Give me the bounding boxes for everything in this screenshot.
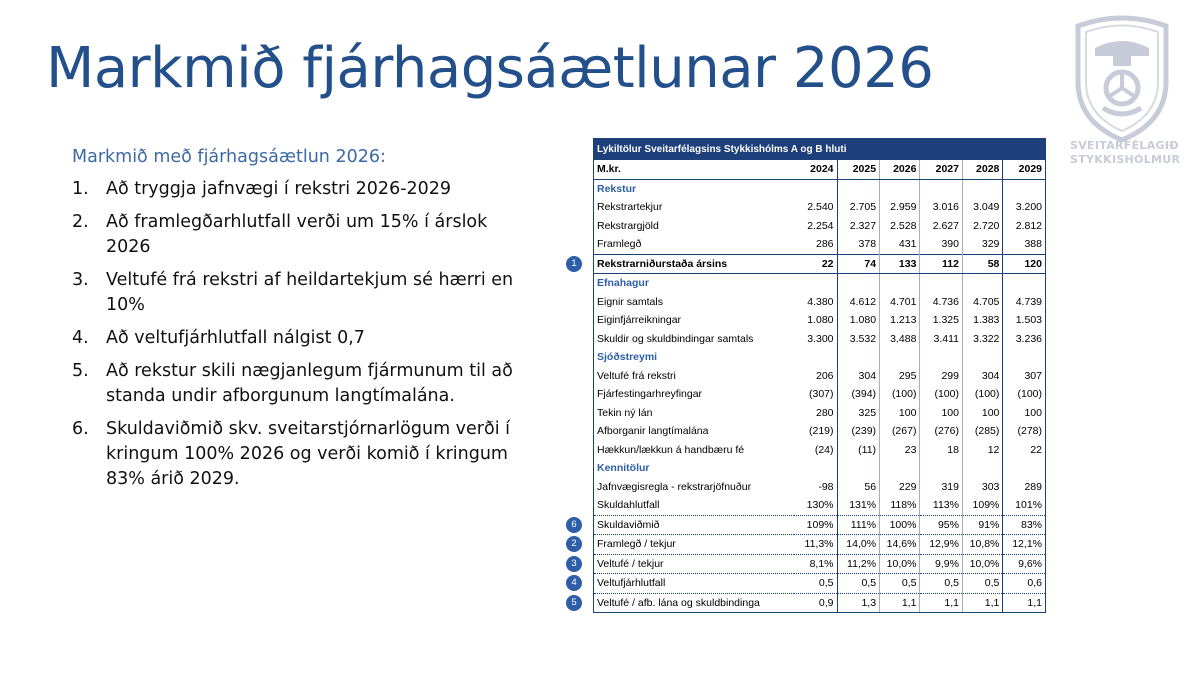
value-cell <box>880 459 920 478</box>
value-cell: 95% <box>920 515 963 535</box>
row-number-marker: 6 <box>566 517 582 533</box>
value-cell: 2.528 <box>880 217 920 236</box>
value-cell: 0,6 <box>1003 574 1046 594</box>
goals-heading: Markmið með fjárhagsáætlun 2026: <box>72 147 386 167</box>
table-row <box>594 254 1046 274</box>
value-cell: 325 <box>837 404 880 423</box>
value-cell: 4.736 <box>920 293 963 312</box>
value-cell: 100% <box>880 515 920 535</box>
value-cell: 3.200 <box>1003 198 1046 217</box>
value-cell: 1,1 <box>920 593 963 613</box>
value-cell: 22 <box>794 254 837 274</box>
value-cell <box>837 179 880 198</box>
value-cell: 2.959 <box>880 198 920 217</box>
goal-text: Skuldaviðmið skv. sveitarstjórnarlögum verði í kringum 100% 2026 og verði komið í kringum 83% árið 2029. <box>106 419 510 489</box>
value-cell: 11,3% <box>794 535 837 555</box>
value-cell: 109% <box>962 496 1002 515</box>
table-row <box>594 385 1046 404</box>
value-cell: 131% <box>837 496 880 515</box>
table-row <box>594 311 1046 330</box>
value-cell: 83% <box>1003 515 1046 535</box>
value-cell: 12,9% <box>920 535 963 555</box>
row-label: Eignir samtals <box>594 293 795 312</box>
row-label: Afborganir langtímalána <box>594 422 795 441</box>
section-label: Sjóðstreymi <box>594 348 795 367</box>
row-label: Rekstrartekjur <box>594 198 795 217</box>
value-cell: 23 <box>880 441 920 460</box>
table-section-row <box>594 274 1046 293</box>
value-cell: 0,5 <box>962 574 1002 594</box>
logo-text <box>1070 139 1181 167</box>
value-cell: 329 <box>962 235 1002 254</box>
table-row <box>594 478 1046 497</box>
value-cell: -98 <box>818 480 834 493</box>
value-cell: 100 <box>962 404 1002 423</box>
value-cell: 9,6% <box>1003 554 1046 574</box>
value-cell: 3.016 <box>920 198 963 217</box>
value-cell: 3.322 <box>962 330 1002 349</box>
value-cell: 4.380 <box>807 295 834 308</box>
value-cell: 2.705 <box>837 198 880 217</box>
value-cell: 112 <box>920 254 963 274</box>
goal-item <box>72 210 532 260</box>
goal-number: 3. <box>72 270 89 290</box>
value-cell: 3.488 <box>880 330 920 349</box>
value-cell: 56 <box>837 478 880 497</box>
value-cell <box>880 179 920 198</box>
value-cell: 74 <box>837 254 880 274</box>
value-cell: (394) <box>837 385 880 404</box>
shield-emblem-icon <box>1073 12 1171 142</box>
value-cell: 388 <box>1003 235 1046 254</box>
table-row <box>594 515 1046 535</box>
row-label: Skuldir og skuldbindingar samtals <box>594 330 795 349</box>
row-label: Veltufjárhlutfall <box>594 574 795 594</box>
row-label: Framlegð <box>594 235 795 254</box>
value-cell: 206 <box>815 369 834 382</box>
value-cell: 14,6% <box>880 535 920 555</box>
value-cell: 109% <box>794 515 837 535</box>
table-row <box>594 593 1046 613</box>
value-cell <box>1003 348 1046 367</box>
value-cell: 1.080 <box>807 314 834 327</box>
value-cell: 1.080 <box>837 311 880 330</box>
value-cell <box>837 348 880 367</box>
table-row <box>594 293 1046 312</box>
row-number-marker: 3 <box>566 556 582 572</box>
value-cell <box>794 459 837 478</box>
table-row <box>594 441 1046 460</box>
header-year: 2025 <box>837 160 880 180</box>
value-cell: 0,9 <box>794 593 837 613</box>
value-cell: 100 <box>1003 404 1046 423</box>
value-cell: 4.612 <box>837 293 880 312</box>
row-label: Hækkun/lækkun á handbæru fé <box>594 441 795 460</box>
row-label: Fjárfestingarhreyfingar <box>594 385 795 404</box>
table-row <box>594 217 1046 236</box>
logo-line-2: STYKKISHÓLMUR <box>1070 153 1181 166</box>
value-cell: 22 <box>1003 441 1046 460</box>
value-cell <box>962 459 1002 478</box>
value-cell <box>962 179 1002 198</box>
value-cell: 1.383 <box>962 311 1002 330</box>
value-cell: 14,0% <box>837 535 880 555</box>
value-cell <box>794 179 837 198</box>
goal-item <box>72 359 532 409</box>
value-cell: 2.540 <box>807 201 834 214</box>
value-cell: 120 <box>1003 254 1046 274</box>
row-label: Jafnvægisregla - rekstrarjöfnuður <box>594 478 795 497</box>
goal-number: 5. <box>72 361 89 381</box>
goal-number: 2. <box>72 212 89 232</box>
goal-item <box>72 268 532 318</box>
table-row <box>594 496 1046 515</box>
goal-number: 1. <box>72 179 89 199</box>
value-cell: 229 <box>880 478 920 497</box>
row-label: Rekstrarniðurstaða ársins <box>594 254 795 274</box>
value-cell <box>794 348 837 367</box>
value-cell: 319 <box>920 478 963 497</box>
value-cell: 280 <box>815 406 834 419</box>
row-number-marker: 4 <box>566 575 582 591</box>
table-row <box>594 535 1046 555</box>
value-cell: 378 <box>837 235 880 254</box>
row-label: Veltufé / tekjur <box>594 554 795 574</box>
header-year: 2028 <box>962 160 1002 180</box>
slide-title: Markmið fjárhagsáætlunar 2026 <box>46 36 934 101</box>
goal-item <box>72 417 532 492</box>
value-cell: 111% <box>837 515 880 535</box>
value-cell: (276) <box>920 422 963 441</box>
value-cell: 10,0% <box>880 554 920 574</box>
value-cell: (24) <box>814 443 834 456</box>
value-cell: 2.812 <box>1003 217 1046 236</box>
value-cell: 100 <box>920 404 963 423</box>
value-cell <box>837 459 880 478</box>
table-section-row <box>594 348 1046 367</box>
value-cell: 100 <box>880 404 920 423</box>
row-label: Eiginfjárreikningar <box>594 311 795 330</box>
value-cell: 299 <box>920 367 963 386</box>
value-cell: 289 <box>1003 478 1046 497</box>
value-cell: 0,5 <box>794 574 837 594</box>
value-cell: 2.254 <box>807 219 834 232</box>
table-row <box>594 367 1046 386</box>
value-cell <box>880 348 920 367</box>
goal-number: 6. <box>72 419 89 439</box>
value-cell: 1.325 <box>920 311 963 330</box>
value-cell <box>880 274 920 293</box>
value-cell <box>920 179 963 198</box>
table-row <box>594 574 1046 594</box>
header-year: 2026 <box>880 160 920 180</box>
goal-text: Að tryggja jafnvægi í rekstri 2026-2029 <box>106 179 452 199</box>
value-cell: 3.049 <box>962 198 1002 217</box>
value-cell: 10,8% <box>962 535 1002 555</box>
value-cell: 118% <box>880 496 920 515</box>
value-cell <box>962 348 1002 367</box>
value-cell: 2.627 <box>920 217 963 236</box>
row-label: Veltufé / afb. lána og skuldbindinga <box>594 593 795 613</box>
value-cell: 4.705 <box>962 293 1002 312</box>
value-cell: 390 <box>920 235 963 254</box>
goal-text: Að framlegðarhlutfall verði um 15% í árslok 2026 <box>106 212 488 257</box>
value-cell: 286 <box>815 238 834 251</box>
row-label: Veltufé frá rekstri <box>594 367 795 386</box>
row-label: Tekin ný lán <box>594 404 795 423</box>
header-year: 2024 <box>794 160 837 180</box>
value-cell: 130% <box>806 499 834 512</box>
value-cell: 431 <box>880 235 920 254</box>
value-cell: 12,1% <box>1003 535 1046 555</box>
value-cell: 304 <box>962 367 1002 386</box>
goal-text: Að veltufjárhlutfall nálgist 0,7 <box>106 328 365 348</box>
row-number-marker: 2 <box>566 536 582 552</box>
value-cell: 91% <box>962 515 1002 535</box>
goal-text: Veltufé frá rekstri af heildartekjum sé hærri en 10% <box>106 270 514 315</box>
value-cell: (219) <box>809 425 834 438</box>
table-title: Lykiltölur Sveitarfélagsins Stykkishólms A og B hluti <box>594 139 1046 160</box>
table-row <box>594 404 1046 423</box>
value-cell <box>920 459 963 478</box>
goal-item <box>72 177 532 202</box>
value-cell: 0,5 <box>837 574 880 594</box>
value-cell: (100) <box>962 385 1002 404</box>
row-number-marker: 1 <box>566 256 582 272</box>
table-body <box>594 160 1046 613</box>
value-cell: 18 <box>920 441 963 460</box>
value-cell: 3.411 <box>920 330 963 349</box>
value-cell: 9,9% <box>920 554 963 574</box>
value-cell: 295 <box>880 367 920 386</box>
value-cell <box>962 274 1002 293</box>
value-cell: (285) <box>962 422 1002 441</box>
value-cell: 1.503 <box>1003 311 1046 330</box>
value-cell: 0,5 <box>880 574 920 594</box>
row-label: Skuldahlutfall <box>594 496 795 515</box>
value-cell <box>920 348 963 367</box>
value-cell: 303 <box>962 478 1002 497</box>
table-row <box>594 235 1046 254</box>
value-cell: 4.739 <box>1003 293 1046 312</box>
value-cell: (278) <box>1003 422 1046 441</box>
table-row <box>594 330 1046 349</box>
value-cell <box>1003 459 1046 478</box>
value-cell: (307) <box>809 388 834 401</box>
row-label: Rekstrargjöld <box>594 217 795 236</box>
row-label: Skuldaviðmið <box>594 515 795 535</box>
value-cell: 8,1% <box>794 554 837 574</box>
value-cell: (239) <box>837 422 880 441</box>
key-figures-table <box>593 138 1046 613</box>
value-cell: 0,5 <box>920 574 963 594</box>
value-cell: 133 <box>880 254 920 274</box>
value-cell: 1,3 <box>837 593 880 613</box>
value-cell <box>920 274 963 293</box>
value-cell <box>1003 274 1046 293</box>
goal-number: 4. <box>72 328 89 348</box>
value-cell: 1.213 <box>880 311 920 330</box>
section-label: Efnahagur <box>594 274 795 293</box>
value-cell: (267) <box>880 422 920 441</box>
value-cell <box>794 274 837 293</box>
value-cell: 11,2% <box>837 554 880 574</box>
value-cell: 4.701 <box>880 293 920 312</box>
key-figures-table-wrap <box>566 138 1046 613</box>
section-label: Rekstur <box>594 179 795 198</box>
value-cell <box>837 274 880 293</box>
value-cell: (100) <box>880 385 920 404</box>
value-cell: 101% <box>1003 496 1046 515</box>
value-cell: 3.532 <box>837 330 880 349</box>
goal-item <box>72 326 532 351</box>
value-cell: 3.300 <box>807 332 834 345</box>
table-section-row <box>594 459 1046 478</box>
table-header-row <box>594 160 1046 180</box>
municipality-logo <box>1070 12 1181 167</box>
value-cell: (100) <box>1003 385 1046 404</box>
header-year: 2027 <box>920 160 963 180</box>
table-section-row <box>594 179 1046 198</box>
value-cell: (11) <box>837 441 880 460</box>
table-row <box>594 554 1046 574</box>
value-cell: 1,1 <box>962 593 1002 613</box>
value-cell <box>1003 179 1046 198</box>
header-year: 2029 <box>1003 160 1046 180</box>
section-label: Kennitölur <box>594 459 795 478</box>
value-cell: (100) <box>920 385 963 404</box>
value-cell: 304 <box>837 367 880 386</box>
value-cell: 307 <box>1003 367 1046 386</box>
value-cell: 1,1 <box>1003 593 1046 613</box>
row-label: Framlegð / tekjur <box>594 535 795 555</box>
goals-section <box>72 147 532 500</box>
table-row <box>594 422 1046 441</box>
value-cell: 113% <box>920 496 963 515</box>
logo-line-1: SVEITARFÉLAGIÐ <box>1070 139 1179 152</box>
value-cell: 2.720 <box>962 217 1002 236</box>
value-cell: 2.327 <box>837 217 880 236</box>
value-cell: 12 <box>962 441 1002 460</box>
value-cell: 1,1 <box>880 593 920 613</box>
table-row <box>594 198 1046 217</box>
value-cell: 58 <box>962 254 1002 274</box>
value-cell: 10,0% <box>962 554 1002 574</box>
goal-text: Að rekstur skili nægjanlegum fjármunum til að standa undir afborgunum langtímalána. <box>106 361 513 406</box>
value-cell: 3.236 <box>1003 330 1046 349</box>
goals-list <box>72 177 532 492</box>
header-unit: M.kr. <box>594 160 795 180</box>
row-number-marker: 5 <box>566 595 582 611</box>
